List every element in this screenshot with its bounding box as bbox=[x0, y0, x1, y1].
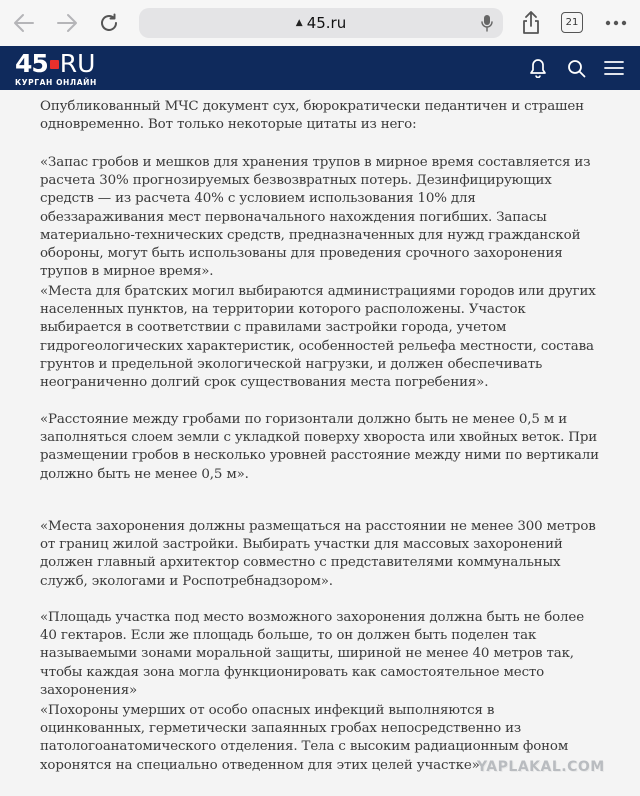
article-paragraph: «Места для братских могил выбираются администрациями городов или других населенных пунктов, на территории которого расположены. Участок выбирается в соответствии с правилами застройки города, учетом гидрогеологических характеристик, особенностей рельефа местности, состава грунтов и предельной экологической нагрузки, и должен обеспечивать неограниченно долгий срок существования места погребения». bbox=[40, 284, 596, 391]
article-paragraph: «Места захоронения должны размещаться на расстоянии не менее 300 метров от границ жилой застройки. Выбирать участки для массовых захоронений должен главный архитектор совместно с представителями коммунальных служб, экологами и Роспотребнадзором». bbox=[40, 519, 596, 589]
share-icon[interactable] bbox=[517, 9, 545, 37]
browser-toolbar bbox=[0, 0, 640, 46]
site-logo[interactable] bbox=[15, 51, 97, 87]
logo-number: 45 bbox=[15, 49, 48, 78]
article-paragraph: «Расстояние между гробами по горизонтали должно быть не менее 0,5 м и заполняться слоем земли с укладкой поверху хвороста или хвойных веток. При размещении гробов в несколько уровней расстояние между ними по вертикали должно быть не менее 0,5 м». bbox=[40, 412, 599, 482]
tabs-button[interactable]: 21 bbox=[561, 12, 583, 33]
back-arrow-icon[interactable] bbox=[10, 9, 38, 37]
article-paragraph: «Похороны умерших от особо опасных инфекций выполняются в оцинкованных, герметически запаянных гробах непосредственно из патологоанатомического отделения. Тела с высоким радиационным фоном хоронятся на специально отведенном для этих целей участке». bbox=[40, 703, 569, 773]
search-icon[interactable] bbox=[565, 57, 587, 79]
article-paragraph: Опубликованный МЧС документ сух, бюрократически педантичен и страшен одновременно. Вот только некоторые цитаты из него: bbox=[40, 99, 584, 133]
url-text: 45.ru bbox=[306, 14, 347, 32]
article-paragraph: «Площадь участка под место возможного захоронения должна быть не более 40 гектаров. Если же площадь больше, то он должен быть поделен так называемыми зонами моральной защиты, шириной не менее 40 метров так, чтобы каждая зона могла функционировать как самостоятельное место захоронения» bbox=[40, 610, 584, 698]
logo-suffix: RU bbox=[59, 49, 96, 78]
hamburger-menu-icon[interactable] bbox=[603, 57, 625, 79]
microphone-icon[interactable] bbox=[481, 14, 493, 36]
article-paragraph: «Запас гробов и мешков для хранения трупов в мирное время составляется из расчета 30% прогнозируемых безвозвратных потерь. Дезинфицирующих средств — из расчета 40% с условием использования 10% для обеззараживания мест первоначального нахождения погибших. Запасы материально-технических средств, предназначенных для нужд гражданской обороны, могут быть использованы для проведения срочного захоронения трупов в мирное время». bbox=[40, 155, 591, 280]
notifications-bell-icon[interactable] bbox=[527, 57, 549, 79]
logo-subtitle: КУРГАН ОНЛАЙН bbox=[15, 78, 97, 87]
logo-dot-icon bbox=[50, 60, 59, 69]
more-menu-icon[interactable] bbox=[602, 9, 630, 37]
site-header bbox=[0, 46, 640, 90]
reload-icon[interactable] bbox=[95, 9, 123, 37]
forward-arrow-icon[interactable] bbox=[53, 9, 81, 37]
address-bar[interactable] bbox=[139, 8, 503, 38]
watermark: YAPLAKAL.COM bbox=[477, 759, 605, 775]
lock-icon: ▲ bbox=[295, 18, 303, 28]
